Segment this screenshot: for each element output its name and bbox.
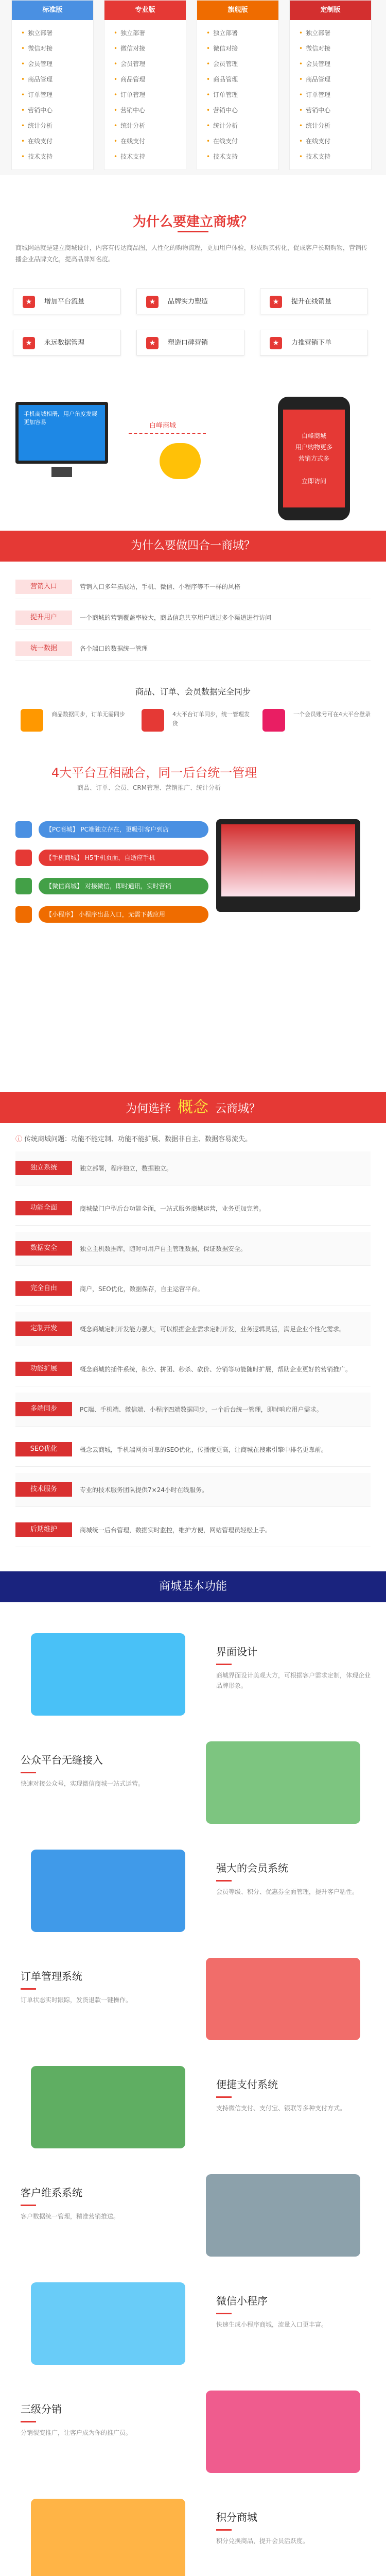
feature-desc: 快速生成小程序商城，流量入口更丰富。 [216,2321,328,2328]
sync-item-icon [262,709,285,732]
choose-row [15,1433,371,1467]
illus-mid-label: 白峰商城 [149,422,177,430]
pricing-feature-list [290,20,371,164]
devices-screen [221,824,355,896]
choose-row-text: 商城统一后台管理，数据实时监控，维护方便，网站管理员轻松上手。 [80,1527,272,1534]
four-pill-icon [15,906,32,923]
feature-illustration [31,1633,185,1716]
pricing-column [289,0,372,170]
choose-row-tag: 多端同步 [15,1402,72,1416]
feature-item [0,2272,386,2375]
pricing-feature: • 统计分析 [299,118,371,133]
four-row-text: 各个端口的数据统一管理 [80,645,148,652]
pricing-feature: • 微信对接 [299,41,371,56]
choose-title-em: 概念 [178,1098,208,1116]
pricing-feature: • 在线支付 [114,133,186,149]
why-card [136,330,244,355]
feature-illustration [31,1850,185,1932]
choose-row-text: 独立主机数据库，随时可用户自主管理数据，保证数据安全。 [80,1245,247,1252]
feature-text [21,2401,175,2438]
features-section [0,1571,386,2576]
info-icon: ⓘ [15,1136,25,1143]
choose-row [15,1272,371,1306]
pricing-feature: • 在线支付 [299,133,371,149]
pricing-feature: • 营销中心 [206,103,278,118]
four-row-tag: 营销入口 [15,580,72,594]
monitor-screen [15,402,108,464]
why-card-icon: ★ [146,296,159,308]
feature-title-bar [21,2421,36,2422]
pricing-feature: • 商品管理 [299,72,371,87]
feature-text [21,1752,175,1789]
feature-item [0,1839,386,1942]
choose-title-tail: 云商城？ [215,1103,261,1115]
sync-item [142,706,255,737]
feature-title-bar [216,2313,232,2314]
feature-title: 客户维系系统 [21,2187,82,2199]
pricing-feature: • 统计分析 [21,118,93,133]
four-pill: 【小程序】 小程序出品入口，无需下载应用 [39,906,208,923]
choose-row [15,1473,371,1507]
feature-title: 三级分销 [21,2403,62,2415]
four-pill-icon [15,821,32,838]
sync-item-icon [142,709,164,732]
why-card-label: 增加平台流量 [44,298,85,306]
choose-row-tag: 功能扩展 [15,1362,72,1376]
feature-illustration [206,1958,360,2040]
feature-desc: 支持微信支付、支付宝、银联等多种支付方式。 [216,2105,346,2112]
feature-item [0,1731,386,1834]
four-pill: 【微信商城】 对接微信，即时通讯，实时营销 [39,878,208,894]
pricing-feature: • 订单管理 [206,87,278,103]
feature-illustration [31,2499,185,2576]
pricing-feature: • 营销中心 [114,103,186,118]
feature-text [216,2509,371,2546]
platform-title: 4大平台互相融合，同一后台统一管理 [51,766,257,780]
choose-title-band [0,1092,386,1123]
feature-title-bar [216,2529,232,2531]
feature-desc: 客户数据统一管理，精准营销推送。 [21,2213,120,2220]
smartphone-icon [278,397,350,520]
pricing-feature: • 会员管理 [206,56,278,72]
why-card [260,289,368,314]
feature-title-bar [21,1988,36,1990]
pricing-feature: • 独立部署 [21,25,93,41]
shopping-car-icon [160,443,201,479]
feature-desc: 积分兑换商品，提升会员活跃度。 [216,2537,309,2545]
why-card-icon: ★ [270,337,282,349]
features-title: 商城基本功能 [159,1580,227,1593]
feature-item [0,2380,386,2483]
feature-title-bar [216,1664,232,1665]
why-card-label: 力推营销下单 [291,339,332,347]
why-card-icon: ★ [23,337,35,349]
four-pill: 【PC商城】 PC端独立存在，更吸引客户到店 [39,821,208,838]
choose-row-tag: 功能全面 [15,1201,72,1215]
pricing-feature: • 会员管理 [21,56,93,72]
choose-row-text: 商城做门户型后台功能全面，一站式服务商城运营，业务更加完善。 [80,1205,266,1212]
feature-text [21,1968,175,2005]
pricing-feature: • 独立部署 [206,25,278,41]
pricing-feature-list [12,20,93,164]
four-pill-wrap [15,848,211,868]
feature-item [0,1623,386,1726]
pricing-feature: • 微信对接 [21,41,93,56]
why-title-underline [178,231,208,232]
pricing-feature: • 商品管理 [21,72,93,87]
pricing-feature: • 订单管理 [21,87,93,103]
choose-row-text: 商户，SEO优化，数据保存，自主运营平台。 [80,1285,204,1293]
four-pill-wrap [15,904,211,925]
pricing-column-title: 专业版 [104,1,186,20]
pricing-feature-list [197,20,278,164]
four-row-text: 一个商城的营销覆盖率较大，商品信息共享用户通过多个渠道进行访问 [80,614,272,621]
feature-title: 积分商城 [216,2511,257,2523]
feature-illustration [206,2391,360,2473]
why-description: 商城网站就是建立商城设计，内容有传达商品图，人性化的购物流程，更加用户体验，形成购买转化，促成客户长期购物，营销传播企业品牌文化，提高品牌知名度。 [15,244,368,263]
pricing-feature: • 商品管理 [114,72,186,87]
four-section [0,531,386,1092]
choose-row-text: 概念商城的插件系统，积分、拼团、秒杀、砍价、分销等功能随时扩展，帮助企业更好的营销推广。 [80,1366,352,1373]
pricing-column [104,0,186,170]
choose-row-tag: 定制开发 [15,1321,72,1336]
four-pill-icon [15,850,32,866]
four-row-text: 营销入口多年拓展站，手机、微信、小程序等不一样的风格 [80,583,241,590]
feature-text [216,2076,371,2113]
why-card-label: 提升在线销量 [291,298,332,306]
feature-title-bar [21,1772,36,1773]
pricing-feature: • 营销中心 [21,103,93,118]
four-row-tag: 统一数据 [15,641,72,656]
pricing-feature: • 营销中心 [299,103,371,118]
pricing-feature: • 订单管理 [299,87,371,103]
choose-row-tag: 后期维护 [15,1522,72,1537]
choose-row-tag: 完全自由 [15,1281,72,1296]
sync-title: 商品、订单、会员数据完全同步 [135,687,251,697]
four-row-tag: 提升用户 [15,611,72,625]
four-pill: 【手机商城】 H5手机页面，自适应手机 [39,850,208,866]
feature-illustration [206,2174,360,2257]
pricing-section [0,0,386,175]
monitor-stand [51,467,72,477]
pricing-feature: • 在线支付 [21,133,93,149]
choose-note-text: 传统商城问题：功能不能定制、功能不能扩展、数据非自主、数据容易流失。 [24,1136,252,1143]
feature-title: 微信小程序 [216,2295,268,2307]
feature-title: 便捷支付系统 [216,2078,278,2091]
why-illustration [0,392,386,526]
pricing-feature: • 技术支持 [21,149,93,164]
pricing-feature: • 技术支持 [299,149,371,164]
why-card-icon: ★ [270,296,282,308]
choose-note [15,1133,252,1143]
pricing-feature: • 在线支付 [206,133,278,149]
feature-illustration [206,1741,360,1824]
arrow-line [129,433,206,434]
feature-desc: 快速对接公众号，实现微信商城一站式运营。 [21,1780,145,1787]
feature-title: 强大的会员系统 [216,1862,288,1874]
feature-illustration [31,2282,185,2365]
sync-item-icon [21,709,43,732]
choose-row [15,1513,371,1547]
sync-item [262,706,376,737]
why-card [13,289,121,314]
four-row [15,605,371,630]
choose-row [15,1151,371,1185]
pricing-column [197,0,279,170]
why-card [136,289,244,314]
four-title-band [0,531,386,562]
pricing-feature: • 商品管理 [206,72,278,87]
feature-text [216,1860,371,1897]
feature-title: 公众平台无缝接入 [21,1754,103,1766]
feature-title-bar [21,2205,36,2206]
sync-item-text: 4大平台订单同步，统一管理发货 [172,711,250,727]
pricing-feature: • 独立部署 [114,25,186,41]
why-section [0,175,386,531]
platform-subtitle: 商品、订单、会员、CRM管理、营销推广、统计分析 [77,784,221,791]
choose-section [0,1092,386,1571]
features-title-band [0,1571,386,1602]
four-pill-wrap [15,876,211,896]
feature-item [0,2488,386,2576]
feature-item [0,2164,386,2267]
pricing-feature-list [104,20,186,164]
pricing-feature: • 会员管理 [299,56,371,72]
feature-item [0,2056,386,2159]
choose-row [15,1232,371,1266]
choose-row-text: 专业的技术服务团队提供7×24小时在线服务。 [80,1486,208,1494]
choose-row [15,1192,371,1226]
feature-text [216,1643,371,1691]
pricing-column-title: 旗舰版 [197,1,278,20]
why-title: 为什么要建立商城？ [132,214,253,230]
phone-screen: 白峰商城 用户购物更多 营销方式多 立即访问 [283,410,345,507]
choose-row-tag: 数据安全 [15,1241,72,1256]
feature-desc: 订单状态实时跟踪，发货退款一键操作。 [21,1996,132,2004]
choose-row-text: 概念云商城，手机端网页可靠的SEO优化，传播度更高，让商城在搜索引擎中排名更靠前。 [80,1446,327,1453]
feature-desc: 分销裂变推广，让客户成为你的推广员。 [21,2429,132,2436]
choose-row [15,1352,371,1386]
four-title: 为什么要做四合一商城？ [130,539,255,552]
feature-item [0,1947,386,2050]
feature-desc: 商城界面设计美观大方，可根据客户需求定制，体现企业品牌形象。 [216,1672,371,1689]
pricing-feature: • 技术支持 [206,149,278,164]
pricing-feature: • 技术支持 [114,149,186,164]
pricing-feature: • 统计分析 [114,118,186,133]
devices-illustration [216,819,360,912]
pricing-feature: • 统计分析 [206,118,278,133]
feature-title: 订单管理系统 [21,1970,82,1982]
why-card [260,330,368,355]
monitor-screen-text: 手机商城相册，用户角度发展更加容易 [24,411,97,426]
feature-illustration [31,2066,185,2148]
why-card-icon: ★ [146,337,159,349]
pricing-column-title: 标准版 [12,1,93,20]
sync-item-text: 商品数据同步，订单无需同步 [51,711,125,718]
feature-title: 界面设计 [216,1646,257,1658]
four-row [15,636,371,661]
feature-text [21,2184,175,2222]
choose-row-tag: 技术服务 [15,1482,72,1497]
why-card [13,330,121,355]
feature-desc: 会员等级、积分、优惠券全面管理，提升客户粘性。 [216,1888,359,1895]
feature-title-bar [216,1880,232,1882]
choose-row-text: 独立部署，程序独立，数据独立。 [80,1165,173,1172]
pricing-feature: • 独立部署 [299,25,371,41]
sync-item-text: 一个会员账号可在4大平台登录 [293,711,371,718]
four-pill-wrap [15,819,211,840]
sync-item [21,706,134,737]
choose-row-tag: 独立系统 [15,1161,72,1175]
choose-row-text: PC端、手机端、微信端、小程序四端数据同步，一个后台统一管理，即时响应用户需求。 [80,1406,323,1413]
feature-text [216,2293,371,2330]
pricing-feature: • 会员管理 [114,56,186,72]
choose-row-text: 概念商城定制开发能力强大，可以根据企业需求定制开发，业务逻辑灵活，满足企业个性化需求。 [80,1326,346,1333]
choose-row [15,1312,371,1346]
feature-title-bar [216,2096,232,2098]
pricing-feature: • 微信对接 [206,41,278,56]
why-card-label: 塑造口碑营销 [168,339,208,347]
four-row [15,574,371,599]
why-card-label: 品牌实力塑造 [168,298,208,306]
pricing-feature: • 微信对接 [114,41,186,56]
choose-row-tag: SEO优化 [15,1442,72,1456]
why-card-label: 永远数据管理 [44,339,85,347]
choose-row [15,1393,371,1427]
pricing-column [11,0,94,170]
why-card-icon: ★ [23,296,35,308]
pricing-feature: • 订单管理 [114,87,186,103]
four-pill-icon [15,878,32,894]
pricing-column-title: 定制版 [290,1,371,20]
choose-title: 为何选择 [125,1103,171,1115]
